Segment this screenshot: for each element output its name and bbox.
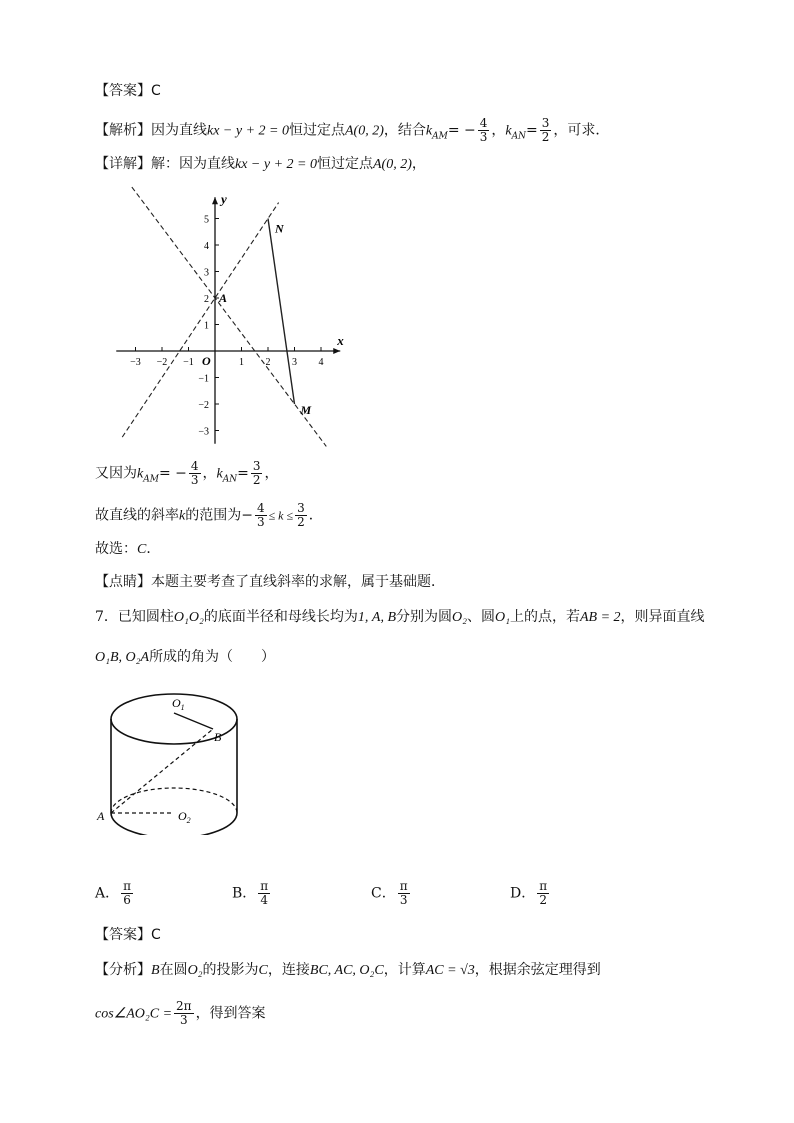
analysis-text: ，得到答案 [195,1005,266,1022]
slope-am-sub: AM [432,131,448,142]
question-7-line2 [95,646,275,669]
x-tick-label: 3 [292,357,297,368]
fraction-num: 2π [176,999,192,1013]
question-values: 1, A, B [357,610,396,625]
segment-ab-dashed [111,729,213,813]
question-number: 7． [95,609,118,625]
slope-am-sub: AM [143,474,159,485]
y-axis-arrow [212,197,218,204]
fraction-num: 3 [541,116,550,130]
ac-value: AC = √3 [425,963,475,978]
fraction-num: 4 [256,501,265,515]
analysis-label: 【分析】 [95,962,151,978]
question-text: 已知圆柱 [117,609,174,625]
x-tick-label: 1 [239,357,244,368]
comment-line [95,571,445,593]
circle-o2: O₂ [452,610,467,625]
line-equation: kx − y + 2 = 0 [235,157,317,172]
range-text: ． [308,507,323,524]
point-label-m: M [300,403,312,417]
fraction-num: 4 [190,459,199,473]
analysis-text: ，可求． [553,122,610,139]
label-o2: $O_2$ [178,809,191,825]
point-b: B [151,963,160,978]
x-tick-label: −2 [156,357,168,368]
option-d[interactable] [510,880,551,907]
analysis-text: ，计算 [383,962,426,978]
fraction-num: 4 [479,116,488,130]
line-equation: kx − y + 2 = 0 [207,123,289,139]
y-tick-label: −2 [198,400,209,411]
equals: = − [447,122,476,139]
y-axis-label: y [221,191,227,207]
fraction [174,1000,194,1027]
fraction [189,460,201,487]
analysis-text: ，结合 [383,122,426,139]
x-tick-label: 2 [265,357,271,368]
answer2-line [95,924,161,946]
fixed-point: A(0, 2) [344,123,384,139]
analysis2-line2 [95,1000,266,1027]
x-tick-label: −3 [130,357,141,368]
equals: = [525,122,538,139]
fraction [540,117,552,144]
slope-k: k [179,508,186,524]
fraction-den: 6 [123,893,131,907]
fraction [295,502,307,529]
circle-o2: O₂ [187,963,203,978]
minus: − [241,507,253,524]
fraction-den: 3 [256,515,265,529]
y-tick-label: 2 [204,294,209,305]
answer-line [95,80,161,102]
range-text: 故直线的斜率 [95,507,179,524]
answer-label: 【答案】 [95,927,151,943]
skew-lines: O₁B, O₂A [95,650,150,665]
fraction-den: 4 [260,893,269,907]
y-tick-label: 4 [204,241,209,252]
choose-text: 故选： [95,541,137,557]
slopes-text: ， [264,465,279,482]
fraction [255,502,267,529]
label-a: A [97,809,105,823]
question-text: 所成的角为（ ） [149,649,276,665]
fraction-den: 2 [252,473,261,487]
fraction-den: 3 [190,473,199,487]
fraction-num: π [260,879,269,893]
separator: ， [202,465,217,482]
slopes-text: 又因为 [95,465,137,482]
bottom-back-arc [111,788,237,813]
fraction-den: 3 [399,893,408,907]
fraction-num: π [539,879,548,893]
option-fraction [121,880,133,907]
detail-text: 解：因为直线 [151,156,235,172]
fraction-num: π [123,879,132,893]
analysis-text: 的投影为 [202,962,259,978]
y-tick-label: 3 [204,267,209,279]
fraction-den: 2 [541,130,550,144]
answer-label: 【答案】 [95,83,151,99]
slope-an-sub: AN [511,131,526,142]
option-letter: B． [232,885,257,902]
option-fraction [258,880,270,907]
analysis-text: ，根据余弦定理得到 [474,962,601,978]
question-text: 的底面半径和母线长均为 [203,609,358,625]
separator: ， [491,122,506,139]
detail-label: 【详解】 [95,156,151,172]
inequality: ≤ k ≤ [268,508,294,523]
choose-text: ． [146,541,161,557]
answer-value: C [151,83,161,99]
point-label-a: A [219,291,228,305]
analysis2-line1 [95,959,601,982]
bottom-front-arc [111,813,237,835]
question-text: 上的点，若 [509,609,580,625]
question-text: 分别为圆 [396,609,452,625]
comment-label: 【点睛】 [95,574,151,590]
analysis-text: 恒过定点 [288,122,345,139]
slope-am: k [425,123,433,139]
cos-expression: cos∠AO₂C = [95,1006,173,1022]
segment-ab: AB = 2 [579,610,621,625]
comment-text: 本题主要考查了直线斜率的求解，属于基础题． [151,574,445,590]
detail-text: ， [411,156,426,172]
analysis-text: 在圆 [159,962,188,978]
fraction-den: 3 [479,130,488,144]
fraction-den: 2 [297,515,305,529]
fraction [251,460,263,487]
range-text: 的范围为 [185,507,242,524]
label-o1: $O_1$ [172,696,185,712]
slope-an-sub: AN [222,474,238,485]
equals: = [237,465,249,482]
option-letter: A． [95,885,120,902]
point-label-n: N [275,221,284,236]
y-tick-label: −3 [198,426,209,438]
fraction-den: 3 [179,1013,188,1027]
slope-an: k [216,466,223,482]
fraction [478,117,490,144]
y-tick-label: −1 [198,373,209,385]
point-c: C [258,963,268,978]
choose-value: C [137,542,147,557]
fraction-den: 2 [539,893,547,907]
x-axis-label: x [337,333,344,348]
label-b: B [214,730,222,744]
fraction-num: π [399,879,408,893]
analysis-label: 【解析】 [95,122,151,139]
range-line [95,502,323,529]
equals: = − [158,465,187,482]
fraction-num: 3 [297,501,305,515]
option-fraction [537,880,549,907]
cylinder-figure [92,685,252,835]
analysis-text: ，连接 [267,962,310,978]
y-tick-label: 1 [204,320,209,332]
option-c[interactable] [371,880,412,907]
option-a[interactable] [95,880,135,907]
x-tick-label: 4 [318,357,324,368]
analysis-line [95,117,609,148]
question-7-line1 [95,606,705,629]
cylinder-axis: O₁O₂ [173,610,204,625]
slope-an: k [505,123,512,139]
circle-o1: O₁ [494,610,510,625]
detail-text: 恒过定点 [316,156,373,172]
fixed-point: A(0, 2) [372,157,412,172]
question-text: 、圆 [466,609,495,625]
option-fraction [398,880,410,907]
x-tick-label: −1 [183,357,194,368]
analysis-text: 因为直线 [151,122,207,139]
fraction-num: 3 [252,459,261,473]
option-letter: D． [510,885,536,902]
origin-label: O [202,354,211,368]
option-letter: C． [371,885,396,902]
answer-value: C [151,927,161,943]
choose-line [95,538,160,561]
coordinate-chart [100,185,360,450]
x-axis-arrow [333,348,340,354]
segment-o1b [174,713,213,729]
slope-am: k [137,466,144,482]
option-b[interactable] [232,880,272,907]
y-tick-label: 5 [204,214,209,226]
line-am [122,185,326,446]
detail-line [95,153,426,176]
question-text: ，则异面直线 [620,609,705,625]
slopes-line [95,460,278,491]
line-mn [265,219,295,405]
segments: BC, AC, O₂C [309,963,384,978]
